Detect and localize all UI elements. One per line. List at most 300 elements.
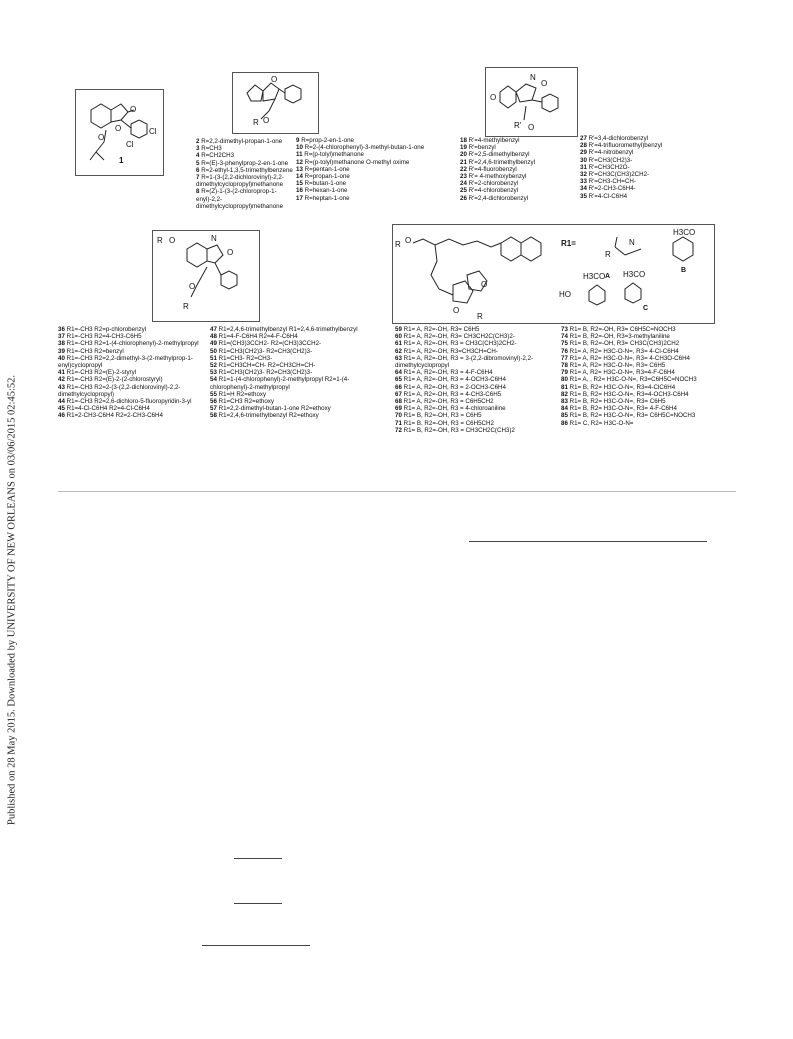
compound-entry bbox=[561, 391, 697, 398]
compound-entry bbox=[196, 188, 296, 210]
compound-entry bbox=[460, 159, 535, 166]
compound-entry bbox=[58, 376, 208, 383]
compound-entry bbox=[460, 137, 535, 144]
compound-number: 74 bbox=[561, 333, 568, 341]
compound-entry bbox=[196, 145, 296, 152]
compound-entry bbox=[460, 180, 535, 187]
compound-substituents: R'=benzyl bbox=[468, 144, 496, 152]
compound-entry bbox=[58, 405, 208, 412]
compound-substituents: R1= A, R2= H3C-O-N=, R3= 4-CH3O-C6H4 bbox=[569, 354, 690, 362]
compound-entry bbox=[395, 355, 555, 369]
compound-entry bbox=[58, 348, 208, 355]
compound-number: 58 bbox=[210, 412, 217, 420]
compound-number: 4 bbox=[196, 152, 200, 160]
compound-number: 32 bbox=[580, 171, 587, 179]
svg-text:HO: HO bbox=[559, 290, 571, 299]
compound-entry bbox=[580, 157, 662, 164]
compound-entry bbox=[58, 369, 208, 376]
compound-entry bbox=[395, 398, 555, 405]
compound-substituents: R1= A, R2=-OH, R3 = 2-OCH3-C6H4 bbox=[403, 383, 506, 391]
svg-text:O: O bbox=[481, 280, 488, 289]
compound-entry bbox=[395, 340, 555, 347]
svg-text:Cl: Cl bbox=[149, 127, 157, 136]
compound-entry bbox=[58, 412, 208, 419]
compound-substituents: R=(E)-3-phenylprop-2-en-1-one bbox=[201, 159, 289, 167]
compound-number: 49 bbox=[210, 340, 217, 348]
svg-text:R: R bbox=[605, 250, 611, 259]
compound-substituents: R1= A, R2= H3C-O-N=, R3= C6H5 bbox=[569, 362, 666, 370]
compound-substituents: R1=-CH3 R2=(E)-2-styryl bbox=[66, 369, 137, 377]
compound-number: 81 bbox=[561, 383, 568, 391]
svg-text:O: O bbox=[490, 93, 497, 102]
compound-entry bbox=[296, 137, 456, 144]
compound-entry bbox=[561, 326, 697, 333]
compound-substituents: R1=(CH3)3CCH2- R2=(CH3)3CCH2- bbox=[218, 340, 322, 348]
compound-entry bbox=[580, 193, 662, 200]
compound-number: 12 bbox=[296, 158, 303, 166]
compound-substituents: R1=CH3(CH2)3- R2=CH3(CH2)3- bbox=[218, 369, 313, 377]
svg-text:O: O bbox=[271, 75, 278, 84]
compound-substituents: R=(p-tolyl)methanone O-methyl oxime bbox=[304, 158, 410, 166]
compound-entry bbox=[196, 160, 296, 167]
compound-number: 52 bbox=[210, 362, 217, 370]
svg-text:N: N bbox=[211, 234, 217, 243]
compound-entry bbox=[460, 151, 535, 158]
compound-number: 10 bbox=[296, 144, 303, 152]
compound-number: 51 bbox=[210, 354, 217, 362]
compound-substituents: R1= A, R2=-OH, R3=CH3CH=CH- bbox=[403, 347, 498, 355]
compound-number: 21 bbox=[460, 158, 467, 166]
compound-number: 27 bbox=[580, 135, 587, 142]
compound-number: 33 bbox=[580, 178, 587, 186]
compound-entry bbox=[196, 138, 296, 145]
compound-substituents: R'=CH3-CH=CH- bbox=[588, 178, 636, 186]
compound-number: 75 bbox=[561, 340, 568, 348]
compound-entry bbox=[395, 420, 555, 427]
compound-number: 69 bbox=[395, 405, 402, 413]
svg-text:O: O bbox=[115, 124, 122, 133]
compound-number: 37 bbox=[58, 333, 65, 341]
compound-entry bbox=[561, 340, 697, 347]
compound-number: 36 bbox=[58, 326, 65, 333]
compound-number: 24 bbox=[460, 180, 467, 188]
svg-text:R: R bbox=[157, 236, 163, 245]
svg-text:O: O bbox=[453, 306, 460, 315]
compound-substituents: R'=4-nitrobenzyl bbox=[588, 149, 634, 157]
compound-entry bbox=[460, 187, 535, 194]
compound-entry bbox=[561, 420, 697, 427]
compound-substituents: R1= B, R2= H3C-O-N=, R3= 4-F-C6H4 bbox=[569, 405, 677, 413]
compound-entry bbox=[395, 391, 555, 398]
compound-list-47-58 bbox=[210, 326, 375, 420]
compound-number: 45 bbox=[58, 405, 65, 413]
compound-substituents: R1=2,4,6-trimethylbenzyl R1=2,4,6-trimethylbenzyl bbox=[218, 326, 358, 333]
svg-text:N: N bbox=[629, 238, 635, 247]
compound-entry bbox=[296, 180, 456, 187]
compound-substituents: R=heptan-1-one bbox=[304, 194, 350, 202]
svg-text:R: R bbox=[183, 302, 189, 311]
compound-entry bbox=[296, 195, 456, 202]
compound-substituents: R1=1-(4-chlorophenyl)-2-methylpropyl R2=1-(4-chlorophenyl)-2-methylpropyl bbox=[210, 376, 350, 391]
compound-entry bbox=[196, 174, 296, 188]
compound-number: 53 bbox=[210, 369, 217, 377]
structure-box-5 bbox=[392, 224, 715, 324]
compound-substituents: R1= B, R2= H3C-O-N=, R3=4-OCH3-C6H4 bbox=[569, 390, 689, 398]
compound-entry bbox=[296, 159, 456, 166]
compound-number: 47 bbox=[210, 326, 217, 333]
substituent-b-label: B bbox=[681, 267, 687, 274]
compound-number: 5 bbox=[196, 159, 200, 167]
svg-text:O: O bbox=[130, 105, 137, 114]
rule-4 bbox=[202, 945, 310, 946]
compound-number: 62 bbox=[395, 347, 402, 355]
compound-substituents: R'=2,5-dimethylbenzyl bbox=[468, 151, 530, 159]
compound-entry bbox=[296, 173, 456, 180]
compound-entry bbox=[210, 376, 375, 390]
compound-entry bbox=[58, 398, 208, 405]
compound-entry bbox=[210, 340, 375, 347]
compound-substituents: R=prop-2-en-1-one bbox=[301, 137, 354, 144]
compound-1-label: 1 bbox=[119, 156, 124, 165]
compound-number: 44 bbox=[58, 398, 65, 406]
compound-substituents: R1= B, R2= H3C-O-N=, R3= C6H5C=NOCH3 bbox=[569, 412, 696, 420]
compound-number: 8 bbox=[196, 188, 200, 196]
compound-substituents: R'=4-methylbenzyl bbox=[468, 137, 520, 144]
compound-substituents: R1=CH3- R2=CH3- bbox=[218, 354, 273, 362]
compound-substituents: R=1-(3-(2,2-dichlorovinyl)-2,2-dimethylcyclopropyl)methanone bbox=[196, 174, 284, 189]
compound-number: 60 bbox=[395, 333, 402, 341]
svg-text:R: R bbox=[253, 118, 259, 127]
compound-number: 23 bbox=[460, 173, 467, 181]
compound-substituents: R1=4-Cl-C6H4 R2=4-Cl-C6H4 bbox=[66, 405, 150, 413]
compound-substituents: R'=CH3CH2O- bbox=[588, 163, 630, 171]
compound-substituents: R1= A, R2=-OH, R3 = 4-CH3-C6H5 bbox=[403, 390, 502, 398]
compound-number: 2 bbox=[196, 138, 200, 145]
structure-box-4 bbox=[152, 230, 260, 322]
compound-entry bbox=[296, 166, 456, 173]
compound-number: 78 bbox=[561, 362, 568, 370]
svg-text:O: O bbox=[541, 79, 548, 88]
compound-substituents: R=2-(4-chlorophenyl)-3-methyl-butan-1-one bbox=[304, 144, 425, 152]
compound-number: 18 bbox=[460, 137, 467, 144]
svg-text:R': R' bbox=[514, 121, 522, 130]
compound-substituents: R1= B, R2=-OH, R3= C6H5C=NOCH3 bbox=[569, 326, 676, 333]
compound-entry bbox=[58, 355, 208, 369]
compound-substituents: R1=-CH3 R2=2,6-dichloro-5-fluoropyridin-3-yl bbox=[66, 398, 192, 406]
compound-number: 76 bbox=[561, 347, 568, 355]
svg-text:O: O bbox=[227, 248, 234, 257]
compound-entry bbox=[58, 326, 208, 333]
compound-entry bbox=[210, 362, 375, 369]
compound-substituents: R=propan-1-one bbox=[304, 173, 350, 181]
svg-text:O: O bbox=[98, 133, 105, 142]
compound-substituents: R1= A, , R2= H3C-O-N=, R3=C6H5C=NOCH3 bbox=[569, 376, 697, 384]
rule-1 bbox=[469, 541, 707, 542]
compound-list-36-46 bbox=[58, 326, 208, 420]
compound-number: 66 bbox=[395, 383, 402, 391]
compound-entry bbox=[460, 166, 535, 173]
compound-list-59-72 bbox=[395, 326, 555, 434]
compound-entry bbox=[580, 142, 662, 149]
compound-entry bbox=[210, 398, 375, 405]
compound-entry bbox=[561, 398, 697, 405]
compound-number: 84 bbox=[561, 405, 568, 413]
compound-number: 77 bbox=[561, 354, 568, 362]
compound-substituents: R1=-CH3 R2=4-CH3-C6H5 bbox=[66, 333, 142, 341]
compound-entry bbox=[580, 164, 662, 171]
compound-entry bbox=[580, 185, 662, 192]
compound-list-2-8 bbox=[196, 138, 296, 210]
compound-substituents: R1= A, R2= H3C-O-N=, R3= 4-Cl-C6H4 bbox=[569, 347, 679, 355]
compound-entry bbox=[561, 348, 697, 355]
svg-text:H3CO: H3CO bbox=[583, 272, 606, 281]
svg-text:O: O bbox=[189, 282, 196, 291]
compound-number: 80 bbox=[561, 376, 568, 384]
structure-box-2 bbox=[232, 72, 319, 134]
compound-substituents: R1=2-CH3-C6H4 R2=2-CH3-C6H4 bbox=[66, 412, 163, 420]
compound-entry bbox=[395, 348, 555, 355]
compound-number: 13 bbox=[296, 165, 303, 173]
compound-entry bbox=[561, 355, 697, 362]
compound-number: 11 bbox=[296, 151, 303, 159]
compound-substituents: R=pentan-1-one bbox=[304, 165, 350, 173]
compound-substituents: R=(Z)-1-(3-(2-chloroprop-1-enyl)-2,2-dimethylcyclopropyl)methanone bbox=[196, 188, 284, 210]
compound-substituents: R1=-CH3 R2=1-(4-chlorophenyl)-2-methylpropyl bbox=[66, 340, 199, 348]
compound-number: 20 bbox=[460, 151, 467, 159]
compound-number: 61 bbox=[395, 340, 402, 348]
compound-entry bbox=[395, 326, 555, 333]
compound-substituents: R=butan-1-one bbox=[304, 180, 347, 188]
compound-number: 29 bbox=[580, 149, 587, 157]
r1-definition-label: R1= bbox=[561, 239, 576, 248]
compound-entry bbox=[210, 355, 375, 362]
compound-number: 86 bbox=[561, 419, 568, 427]
compound-substituents: R1= B, R2=-OH, R3=3-methylaniline bbox=[569, 333, 670, 341]
compound-substituents: R'=CH3C(CH3)2CH2- bbox=[588, 171, 650, 179]
compound-substituents: R1=-CH3 R2=2-(3-(2,2-dichlorovinyl)-2,2-dimethylcyclopropyl) bbox=[58, 383, 181, 398]
compound-substituents: R1= B, R2= H3C-O-N=, R3= C6H5 bbox=[569, 398, 666, 406]
compound-substituents: R1= A, R2=-OH, R3 = 3-(2,2-dibromovinyl)-2,2-dimethylcyclopropyl bbox=[395, 354, 534, 370]
compound-substituents: R1= A, R2=-OH, R3= CH3CH2C(CH3)2- bbox=[403, 333, 515, 341]
compound-substituents: R1=CH3(CH2)3- R2=CH3(CH2)3- bbox=[218, 347, 313, 355]
compound-entry bbox=[460, 173, 535, 180]
compound-substituents: R'=4-chlorobenzyl bbox=[468, 187, 519, 195]
rule-2 bbox=[234, 858, 282, 859]
compound-entry bbox=[296, 151, 456, 158]
compound-substituents: R=CH3 bbox=[201, 145, 222, 153]
compound-substituents: R1=2,2-dimethyl-butan-1-one R2=ethoxy bbox=[218, 405, 331, 413]
compound-entry bbox=[210, 348, 375, 355]
compound-substituents: R1= A, R2=-OH, R3 = 4-OCH3-C6H4 bbox=[403, 376, 506, 384]
compound-list-73-86 bbox=[561, 326, 697, 427]
rule-3 bbox=[234, 903, 282, 904]
compound-substituents: R1= A, R2= H3C-O-N=, R3=4-F-C6H4 bbox=[569, 369, 675, 377]
compound-number: 59 bbox=[395, 326, 402, 333]
svg-text:O: O bbox=[169, 236, 176, 245]
compound-substituents: R'=2,4-dichlorobenzyl bbox=[468, 194, 529, 202]
compound-number: 7 bbox=[196, 174, 200, 182]
compound-entry bbox=[210, 326, 375, 333]
compound-entry bbox=[210, 412, 375, 419]
compound-substituents: R1= B, R2= H3C-O-N=, R3=4-ClC6H4 bbox=[569, 383, 676, 391]
compound-entry bbox=[395, 333, 555, 340]
compound-substituents: R'=4-Cl-C6H4 bbox=[588, 192, 628, 200]
compound-entry bbox=[395, 412, 555, 419]
compound-substituents: R1=CH3 R2=ethoxy bbox=[218, 398, 274, 406]
compound-number: 19 bbox=[460, 144, 467, 152]
compound-substituents: R1= A, R2=-OH, R3= C6H5 bbox=[403, 326, 480, 333]
substituent-a-label: A bbox=[605, 273, 611, 280]
compound-number: 48 bbox=[210, 333, 217, 341]
structure-box-1 bbox=[75, 89, 164, 176]
compound-number: 30 bbox=[580, 156, 587, 164]
compound-entry bbox=[395, 369, 555, 376]
compound-substituents: R=2,2-dimethyl-propan-1-one bbox=[201, 138, 283, 145]
compound-entry bbox=[210, 369, 375, 376]
compound-list-9-17 bbox=[296, 137, 456, 202]
compound-substituents: R'= 4-methoxybenzyl bbox=[468, 173, 527, 181]
compound-substituents: R'=2,4,6-trimethylbenzyl bbox=[468, 158, 535, 166]
compound-entry bbox=[196, 167, 296, 174]
compound-substituents: R1= A, R2=-OH, R3 = CH3C(CH3)2CH2- bbox=[403, 340, 517, 348]
compound-number: 73 bbox=[561, 326, 568, 333]
compound-number: 41 bbox=[58, 369, 65, 377]
compound-number: 64 bbox=[395, 369, 402, 377]
compound-number: 82 bbox=[561, 390, 568, 398]
compound-substituents: R1=-CH3 R2=p-chlorobenzyl bbox=[66, 326, 147, 333]
compound-number: 54 bbox=[210, 376, 217, 384]
svg-text:H3CO: H3CO bbox=[673, 228, 696, 237]
compound-number: 65 bbox=[395, 376, 402, 384]
compound-substituents: R=CH2CH3 bbox=[201, 152, 235, 160]
compound-entry bbox=[210, 333, 375, 340]
compound-number: 43 bbox=[58, 383, 65, 391]
compound-entry bbox=[561, 412, 697, 419]
compound-entry bbox=[561, 369, 697, 376]
compound-entry bbox=[58, 384, 208, 398]
compound-number: 38 bbox=[58, 340, 65, 348]
compound-substituents: R'=2-CH3-C6H4- bbox=[588, 185, 636, 193]
compound-number: 83 bbox=[561, 398, 568, 406]
svg-text:Cl: Cl bbox=[126, 140, 134, 149]
compound-substituents: R1=CH3CH=CH- R2=CH3CH=CH- bbox=[218, 362, 316, 370]
compound-list-27-35 bbox=[580, 135, 662, 200]
compound-entry bbox=[210, 405, 375, 412]
compound-number: 55 bbox=[210, 390, 217, 398]
compound-entry bbox=[561, 376, 697, 383]
compound-number: 14 bbox=[296, 173, 303, 181]
compound-entry bbox=[395, 376, 555, 383]
compound-entry bbox=[460, 144, 535, 151]
compound-entry bbox=[210, 391, 375, 398]
compound-number: 28 bbox=[580, 142, 587, 150]
compound-entry bbox=[296, 187, 456, 194]
compound-entry bbox=[561, 362, 697, 369]
compound-substituents: R1= B, R2=-OH, R3= CH3C(CH3)2CH2 bbox=[569, 340, 680, 348]
compound-substituents: R1= A, R2=-OH, R3 = C6H5CH2 bbox=[403, 398, 494, 406]
compound-substituents: R1= A, R2=-OH, R3 = 4-F-C6H4 bbox=[403, 369, 493, 377]
structure-box-3 bbox=[485, 67, 578, 137]
compound-entry bbox=[580, 178, 662, 185]
compound-number: 68 bbox=[395, 398, 402, 406]
compound-number: 34 bbox=[580, 185, 587, 193]
compound-substituents: R1= B, R2=-OH, R3 = C6H5CH2 bbox=[403, 419, 494, 427]
compound-substituents: R1= A, R2=-OH, R3 = 4-chloroaniline bbox=[403, 405, 506, 413]
compound-substituents: R1=2,4,6-trimethylbenzyl R2=ethoxy bbox=[218, 412, 319, 420]
compound-substituents: R'=CH3(CH2)3- bbox=[588, 156, 633, 164]
compound-entry bbox=[395, 384, 555, 391]
compound-number: 25 bbox=[460, 187, 467, 195]
compound-entry bbox=[460, 195, 535, 202]
compound-number: 50 bbox=[210, 347, 217, 355]
compound-number: 22 bbox=[460, 165, 467, 173]
svg-text:O: O bbox=[528, 123, 535, 132]
compound-substituents: R=hexan-1-one bbox=[304, 187, 348, 195]
compound-substituents: R'=4-trifluoromethyl)benzyl bbox=[588, 142, 663, 150]
structure-3-drawing bbox=[486, 68, 577, 136]
compound-substituents: R1=-CH3 R2=benzyl bbox=[66, 347, 124, 355]
structure-5-drawing bbox=[393, 225, 714, 323]
compound-entry bbox=[561, 333, 697, 340]
compound-list-18-26 bbox=[460, 137, 535, 202]
compound-number: 6 bbox=[196, 166, 200, 174]
compound-substituents: R'=4-fluorobenzyl bbox=[468, 165, 517, 173]
compound-substituents: R1=H R2=ethoxy bbox=[218, 390, 267, 398]
compound-number: 70 bbox=[395, 412, 402, 420]
compound-number: 67 bbox=[395, 390, 402, 398]
structure-2-drawing bbox=[233, 73, 318, 133]
compound-number: 31 bbox=[580, 163, 587, 171]
compound-substituents: R=2-ethyl-1,3,5-trimethylbenzene bbox=[201, 166, 293, 174]
compound-number: 42 bbox=[58, 376, 65, 384]
compound-substituents: R'=2-chlorobenzyl bbox=[468, 180, 519, 188]
structure-4-drawing bbox=[153, 231, 259, 321]
compound-substituents: R=(p-tolyl)methanone bbox=[304, 151, 364, 159]
compound-number: 72 bbox=[395, 426, 402, 434]
compound-entry bbox=[58, 340, 208, 347]
compound-number: 71 bbox=[395, 419, 402, 427]
compound-number: 16 bbox=[296, 187, 303, 195]
compound-substituents: R'=3,4-dichlorobenzyl bbox=[588, 135, 649, 142]
compound-entry bbox=[561, 405, 697, 412]
compound-substituents: R1= B, R2=-OH, R3 = C6H5 bbox=[403, 412, 482, 420]
compound-substituents: R1=4-F-C6H4 R2=4-F-C6H4 bbox=[218, 333, 298, 341]
svg-text:O: O bbox=[263, 116, 270, 125]
compound-entry bbox=[395, 405, 555, 412]
compound-entry bbox=[580, 135, 662, 142]
svg-text:N: N bbox=[530, 73, 536, 82]
compound-number: 85 bbox=[561, 412, 568, 420]
svg-text:H3CO: H3CO bbox=[623, 270, 646, 279]
publication-note-text: Published on 28 May 2015. Downloaded by UNIVERSITY OF NEW ORLEANS on 03/06/2015 02:45:52. bbox=[6, 374, 18, 826]
compound-entry bbox=[196, 152, 296, 159]
compound-number: 26 bbox=[460, 194, 467, 202]
compound-number: 63 bbox=[395, 354, 402, 362]
substituent-c-label: C bbox=[643, 305, 649, 312]
compound-substituents: R1=-CH3 R2=2,2-dimethyl-3-(2-methylprop-1-enyl)cyclopropyl bbox=[58, 354, 193, 370]
compound-number: 39 bbox=[58, 347, 65, 355]
compound-entry bbox=[395, 427, 555, 434]
compound-substituents: R1=-CH3 R2=(E)-2-(2-chlorostyryl) bbox=[66, 376, 163, 384]
compound-number: 40 bbox=[58, 354, 65, 362]
compound-entry bbox=[561, 384, 697, 391]
compound-number: 3 bbox=[196, 145, 200, 153]
compound-number: 17 bbox=[296, 194, 303, 202]
compound-entry bbox=[58, 333, 208, 340]
svg-text:R: R bbox=[477, 312, 483, 321]
compound-entry bbox=[296, 144, 456, 151]
compound-number: 57 bbox=[210, 405, 217, 413]
